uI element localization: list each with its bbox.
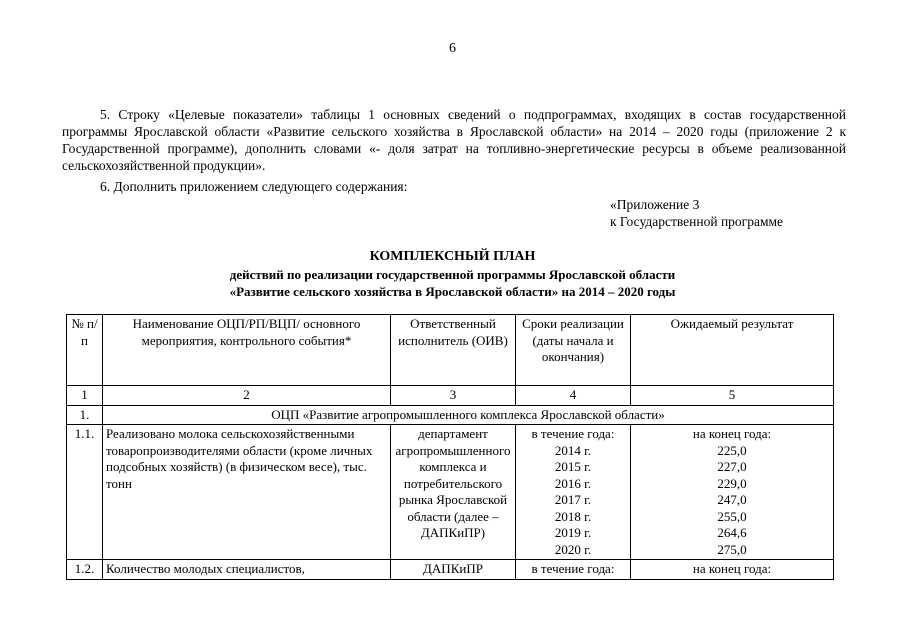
col-number: 2 [103,386,391,406]
header-num: № п/п [67,315,103,386]
page-number: 6 [449,41,456,56]
result-label: на конец года: [692,426,772,441]
column-number-row [67,386,834,406]
header-terms: Сроки реализации (даты начала и окончания) [516,315,631,386]
value: 227,0 [717,459,747,474]
row-executor: департамент агропромышленного комплекса и потребительского рынка Ярославской области (далее – ДАПКиПР) [391,425,516,560]
value: 275,0 [717,541,747,557]
plan-subtitle-2: «Развитие сельского хозяйства в Ярославской области» на 2014 – 2020 годы [229,284,676,299]
appendix-line-2: к Государственной программе [610,214,784,229]
plan-table [66,314,834,580]
row-result [631,425,834,560]
row-terms: в течение года: [516,560,631,580]
section-num: 1. [67,405,103,425]
appendix-line-1: «Приложение 3 [610,197,700,212]
paragraph-6-text: 6. Дополнить приложением следующего содержания: [100,179,408,194]
value: 264,6 [717,525,747,540]
paragraph-5-text: 5. Строку «Целевые показатели» таблицы 1 основных сведений о подпрограммах, входящих в состав государственной программы Ярославской области «Развитие сельского хозяйства в Ярославской области» на 2014 – 2020 годы (приложение 2 к Государственной программе), дополнить словами «- доля затрат на топливно-энергетические ресурсы в объеме реализованной сельскохозяйственной продукции». [62,107,846,173]
col-number: 5 [631,386,834,406]
value: 247,0 [717,492,747,507]
col-number: 4 [516,386,631,406]
plan-subtitle-1: действий по реализации государственной программы Ярославской области [229,267,676,282]
row-num: 1.1. [67,425,103,560]
table-header-row [67,315,834,386]
value: 225,0 [717,442,747,458]
section-title: ОЦП «Развитие агропромышленного комплекса Ярославской области» [103,405,834,425]
value: 255,0 [717,508,747,524]
table-row [67,425,834,560]
header-name: Наименование ОЦП/РП/ВЦП/ основного мероприятия, контрольного события* [103,315,391,386]
year: 2016 г. [554,475,592,491]
row-num: 1.2. [67,560,103,580]
row-result: на конец года: [631,560,834,580]
year: 2017 г. [554,492,592,507]
year: 2019 г. [554,525,592,540]
year: 2018 г. [554,508,592,524]
header-result: Ожидаемый результат [631,315,834,386]
table-row [67,560,834,580]
row-executor: ДАПКиПР [391,560,516,580]
col-number: 1 [67,386,103,406]
paragraph-5 [62,106,846,174]
row-name: Реализовано молока сельскохозяйственными товаропроизводителями области (кроме личных подсобных хозяйств) (в физическом весе), тыс. тонн [103,425,391,560]
terms-label: в течение года: [531,426,615,441]
header-executor: Ответственный исполнитель (ОИВ) [391,315,516,386]
value: 229,0 [717,475,747,491]
section-row [67,405,834,425]
paragraph-6 [62,178,846,195]
year: 2020 г. [554,541,592,557]
year: 2015 г. [554,459,592,474]
appendix-reference [610,196,783,230]
plan-title: КОМПЛЕКСНЫЙ ПЛАН [369,249,536,264]
row-name: Количество молодых специалистов, [103,560,391,580]
year: 2014 г. [554,442,592,458]
row-terms [516,425,631,560]
col-number: 3 [391,386,516,406]
